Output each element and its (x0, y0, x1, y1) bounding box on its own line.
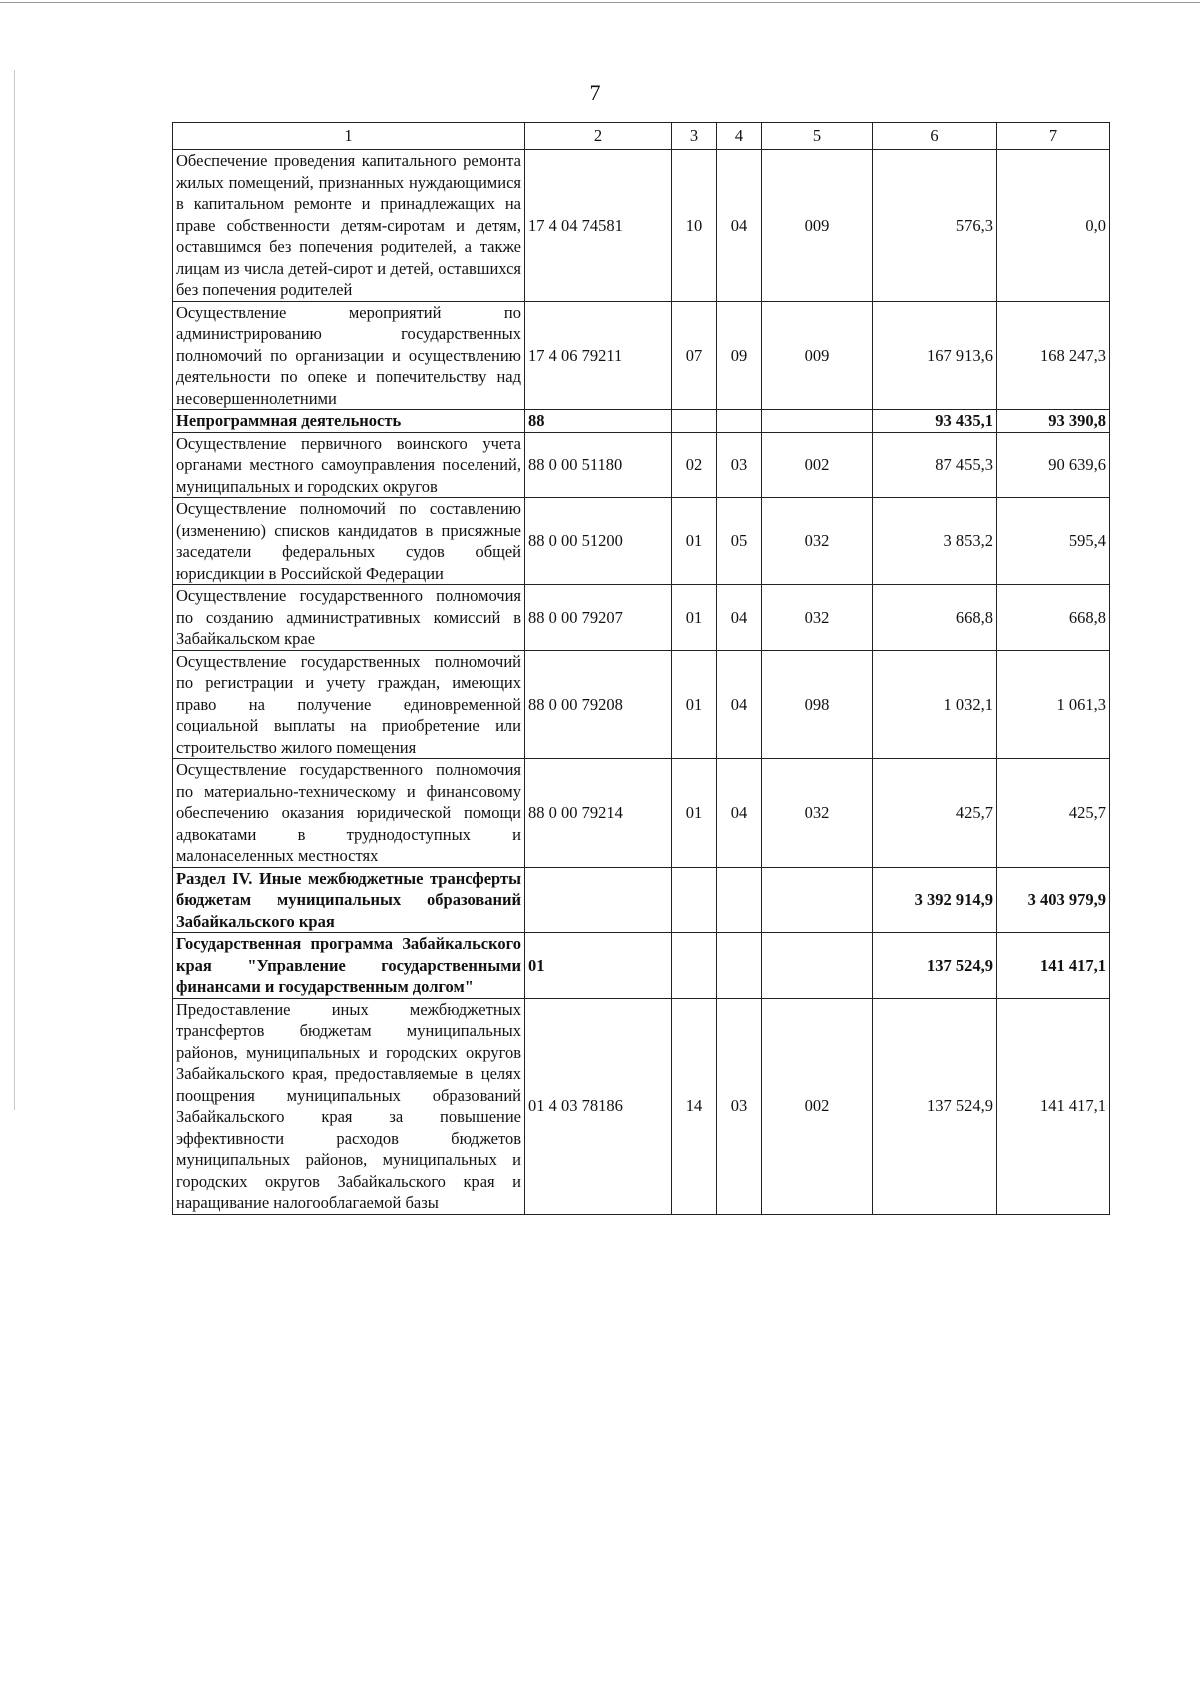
row-amount-2: 1 061,3 (997, 650, 1110, 759)
table-row (173, 867, 1110, 933)
row-section: 07 (672, 301, 717, 410)
row-expense-type: 002 (762, 998, 873, 1214)
table-row (173, 933, 1110, 999)
row-section: 14 (672, 998, 717, 1214)
row-amount-1: 3 392 914,9 (873, 867, 997, 933)
row-expense-type: 032 (762, 585, 873, 651)
table-row (173, 150, 1110, 302)
table-row (173, 432, 1110, 498)
row-amount-1: 137 524,9 (873, 933, 997, 999)
row-section (672, 410, 717, 433)
row-expense-type (762, 410, 873, 433)
row-amount-2: 425,7 (997, 759, 1110, 868)
row-code (525, 867, 672, 933)
row-amount-2: 93 390,8 (997, 410, 1110, 433)
row-subsection: 03 (717, 432, 762, 498)
row-subsection (717, 933, 762, 999)
row-subsection (717, 867, 762, 933)
page-number: 7 (589, 80, 601, 105)
table-row (173, 998, 1110, 1214)
row-section: 02 (672, 432, 717, 498)
row-amount-2: 141 417,1 (997, 998, 1110, 1214)
row-expense-type (762, 867, 873, 933)
row-subsection: 05 (717, 498, 762, 585)
budget-table (172, 122, 1110, 1215)
row-section: 10 (672, 150, 717, 302)
row-description: Обеспечение проведения капитального ремонта жилых помещений, признанных нуждающимися в капитальном ремонте и принадлежащих на праве собственности детям-сиротам и детям, оставшимся без попечения родителей, а также лицам из числа детей-сирот и детей, оставшихся без попечения родителей (173, 150, 525, 302)
table-row (173, 498, 1110, 585)
row-subsection: 09 (717, 301, 762, 410)
row-subsection: 04 (717, 585, 762, 651)
row-amount-1: 3 853,2 (873, 498, 997, 585)
column-header: 4 (717, 123, 762, 150)
column-header: 5 (762, 123, 873, 150)
row-amount-2: 141 417,1 (997, 933, 1110, 999)
row-expense-type: 098 (762, 650, 873, 759)
row-description: Осуществление государственного полномочия по созданию административных комиссий в Забайкальском крае (173, 585, 525, 651)
row-code: 88 (525, 410, 672, 433)
row-expense-type: 032 (762, 759, 873, 868)
row-subsection: 04 (717, 650, 762, 759)
row-subsection (717, 410, 762, 433)
row-code: 88 0 00 79208 (525, 650, 672, 759)
row-amount-1: 576,3 (873, 150, 997, 302)
row-amount-1: 1 032,1 (873, 650, 997, 759)
row-subsection: 04 (717, 150, 762, 302)
scan-margin-line (14, 70, 15, 1110)
table-header-row (173, 123, 1110, 150)
column-header: 7 (997, 123, 1110, 150)
row-description: Предоставление иных межбюджетных трансфертов бюджетам муниципальных районов, муниципальных и городских округов Забайкальского края, предоставляемые в целях поощрения муниципальных образований Забайкальского края за повышение эффективности расходов бюджетов муниципальных районов, муниципальных и городских округов Забайкальского края и наращивание налогооблагаемой базы (173, 998, 525, 1214)
row-code: 88 0 00 79214 (525, 759, 672, 868)
row-code: 01 (525, 933, 672, 999)
row-description: Непрограммная деятельность (173, 410, 525, 433)
row-code: 17 4 04 74581 (525, 150, 672, 302)
column-header: 6 (873, 123, 997, 150)
row-expense-type: 032 (762, 498, 873, 585)
row-amount-1: 425,7 (873, 759, 997, 868)
row-amount-1: 93 435,1 (873, 410, 997, 433)
row-description: Раздел IV. Иные межбюджетные трансферты бюджетам муниципальных образований Забайкальского края (173, 867, 525, 933)
row-subsection: 03 (717, 998, 762, 1214)
row-subsection: 04 (717, 759, 762, 868)
row-amount-2: 668,8 (997, 585, 1110, 651)
row-section: 01 (672, 759, 717, 868)
row-amount-2: 168 247,3 (997, 301, 1110, 410)
row-code: 88 0 00 51180 (525, 432, 672, 498)
row-code: 88 0 00 51200 (525, 498, 672, 585)
row-section: 01 (672, 498, 717, 585)
table-row (173, 410, 1110, 433)
column-header: 1 (173, 123, 525, 150)
row-description: Осуществление государственных полномочий по регистрации и учету граждан, имеющих право на получение единовременной социальной выплаты на приобретение или строительство жилого помещения (173, 650, 525, 759)
table-row (173, 301, 1110, 410)
table-row (173, 585, 1110, 651)
column-header: 3 (672, 123, 717, 150)
row-amount-1: 167 913,6 (873, 301, 997, 410)
row-expense-type: 002 (762, 432, 873, 498)
row-code: 17 4 06 79211 (525, 301, 672, 410)
column-header: 2 (525, 123, 672, 150)
row-description: Осуществление полномочий по составлению (изменению) списков кандидатов в присяжные заседатели федеральных судов общей юрисдикции в Российской Федерации (173, 498, 525, 585)
row-amount-2: 0,0 (997, 150, 1110, 302)
row-section (672, 933, 717, 999)
table-row (173, 759, 1110, 868)
row-amount-2: 3 403 979,9 (997, 867, 1110, 933)
row-description: Осуществление первичного воинского учета органами местного самоуправления поселений, муниципальных и городских округов (173, 432, 525, 498)
row-expense-type: 009 (762, 301, 873, 410)
row-section: 01 (672, 585, 717, 651)
row-code: 88 0 00 79207 (525, 585, 672, 651)
scan-edge-line (0, 2, 1200, 3)
row-expense-type: 009 (762, 150, 873, 302)
row-description: Государственная программа Забайкальского края "Управление государственными финансами и государственным долгом" (173, 933, 525, 999)
row-amount-2: 595,4 (997, 498, 1110, 585)
row-amount-2: 90 639,6 (997, 432, 1110, 498)
row-amount-1: 137 524,9 (873, 998, 997, 1214)
row-section: 01 (672, 650, 717, 759)
row-description: Осуществление государственного полномочия по материально-техническому и финансовому обеспечению оказания юридической помощи адвокатами в труднодоступных и малонаселенных местностях (173, 759, 525, 868)
table-row (173, 650, 1110, 759)
row-expense-type (762, 933, 873, 999)
row-amount-1: 668,8 (873, 585, 997, 651)
row-amount-1: 87 455,3 (873, 432, 997, 498)
row-section (672, 867, 717, 933)
row-description: Осуществление мероприятий по администрированию государственных полномочий по организации и осуществлению деятельности по опеке и попечительству над несовершеннолетними (173, 301, 525, 410)
row-code: 01 4 03 78186 (525, 998, 672, 1214)
